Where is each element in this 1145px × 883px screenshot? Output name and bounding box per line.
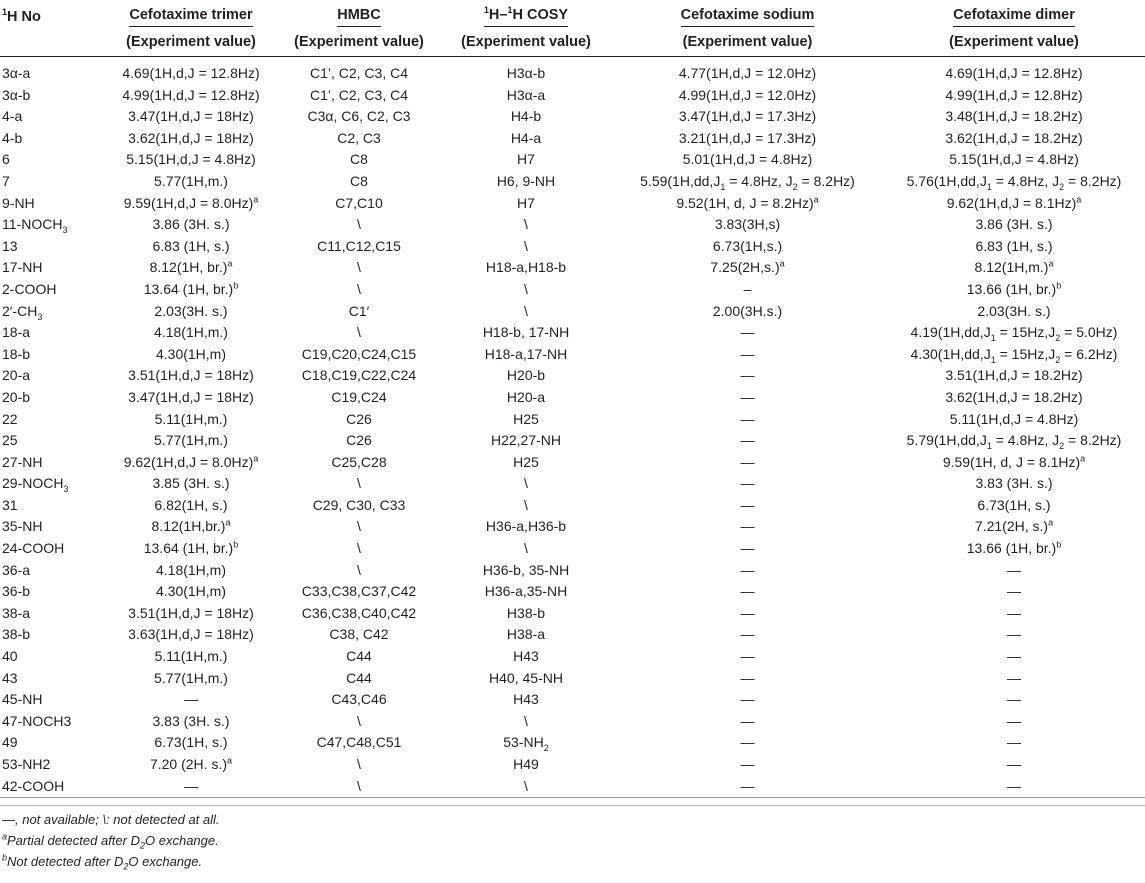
cell-trimer: —	[184, 691, 198, 708]
table-row	[0, 430, 1145, 452]
cell-h-no: 35-NH	[2, 518, 43, 535]
cell-dimer: 3.62(1H,d,J = 18.2Hz)	[945, 388, 1083, 405]
cell-h-no: 20-b	[2, 388, 31, 405]
cell-sodium: —	[740, 626, 755, 643]
table-row	[0, 193, 1145, 215]
cell-h-no: $2'-CH_3$	[2, 302, 43, 322]
header-h-no: $^1$H No	[2, 7, 41, 25]
cell-hmbc: C38, C42	[329, 626, 389, 643]
cell-trimer: 3.85 (3H. s.)	[152, 475, 230, 492]
rule-cell	[278, 797, 440, 798]
cell-cosy: H38-b	[506, 604, 546, 621]
header-sub-sodium: (Experiment value)	[612, 28, 883, 57]
cell-hmbc: \	[357, 259, 361, 276]
cell-trimer: 5.77(1H,m.)	[154, 669, 228, 686]
cell-hmbc: C44	[346, 648, 372, 665]
cell-cosy: \	[524, 540, 528, 557]
cell-dimer: —	[1007, 691, 1021, 708]
table-row	[0, 149, 1145, 171]
cell-dimer: 3.51(1H,d,J = 18.2Hz)	[945, 367, 1083, 384]
cell-dimer: —	[1007, 712, 1021, 729]
cell-trimer: 3.47(1H,d,J = 18Hz)	[128, 388, 254, 405]
cell-h-no: 7	[2, 172, 10, 189]
cell-dimer: 6.73(1H, s.)	[977, 496, 1051, 513]
header-trimer: Cefotaxime trimer	[104, 0, 278, 28]
cell-dimer: —	[1007, 583, 1021, 600]
header-cosy: $^1$H–$^1$H COSY	[440, 0, 612, 28]
cell-sodium: $5.59(1H,dd,J_1 = 4.8Hz$, $J_2 = 8.2Hz$)	[640, 172, 855, 192]
cell-cosy: \	[524, 475, 528, 492]
cell-cosy: H49	[513, 756, 539, 772]
table-row	[0, 85, 1145, 107]
footnote-a: $^a$Partial detected after $D_2O$ exchange.	[2, 831, 219, 851]
table-row	[0, 387, 1145, 409]
cell-sodium: $7.25(2H,s.)^a$	[710, 258, 785, 276]
cell-sodium: 6.73(1H,s.)	[712, 237, 783, 254]
table-row	[0, 560, 1145, 582]
cell-hmbc: \	[357, 475, 361, 492]
cell-hmbc: \	[357, 518, 361, 535]
cell-cosy: H18-a,H18-b	[485, 259, 567, 276]
cell-hmbc: C44	[346, 669, 372, 686]
cell-cosy: H4-a	[510, 129, 542, 146]
cell-dimer: 4.99(1H,d,J = 12.8Hz)	[945, 86, 1083, 103]
cell-h-no: $11-NOCH_3$	[2, 216, 68, 235]
cell-h-no: 4-b	[2, 129, 23, 146]
cell-cosy: H7	[517, 194, 535, 211]
cell-cosy: \	[524, 712, 528, 729]
cell-hmbc: C29, C30, C33	[312, 496, 406, 513]
cell-cosy: \	[524, 496, 528, 513]
cell-h-no: 38-b	[2, 626, 31, 643]
cell-cosy: H4-b	[510, 108, 542, 125]
cell-trimer: 7.20 (2H. s.)$^a$	[149, 755, 233, 772]
cell-trimer: 4.18(1H,m)	[155, 561, 227, 578]
cell-sodium: 5.01(1H,d,J = 4.8Hz)	[682, 151, 813, 168]
cell-trimer: 3.51(1H,d,J = 18Hz)	[128, 367, 254, 384]
cell-hmbc: C43,C46	[331, 691, 387, 708]
cell-hmbc: C1’, C2, C3, C4	[309, 65, 409, 81]
cell-dimer: 3.83 (3H. s.)	[975, 475, 1053, 492]
cell-cosy: H25	[513, 453, 539, 470]
header-hmbc: HMBC	[278, 0, 440, 28]
cell-hmbc: C26	[346, 410, 372, 427]
cell-cosy: H18-a,17-NH	[484, 345, 568, 362]
cell-sodium: 9.52(1H, d, J = 8.2Hz)$^a$	[676, 193, 819, 211]
cell-cosy: $53-NH_2$	[503, 734, 549, 754]
cell-hmbc: \	[357, 540, 361, 557]
header-sub-empty	[0, 28, 104, 57]
cell-cosy: \	[524, 302, 528, 319]
cell-sodium: 3.21(1H,d,J = 17.3Hz)	[678, 129, 817, 146]
cell-trimer: 9.62(1H,d,J = 8.0Hz)$^a$	[123, 453, 259, 470]
cell-dimer: —	[1007, 756, 1021, 772]
cell-h-no: 45-NH	[2, 691, 43, 708]
cell-h-no: 43	[2, 669, 18, 686]
cell-sodium: –	[743, 280, 752, 297]
header-sub-cosy: (Experiment value)	[440, 28, 612, 57]
table-row	[0, 689, 1145, 711]
table-row	[0, 171, 1145, 193]
cell-hmbc: C19,C24	[331, 388, 387, 405]
cell-sodium: 2.00(3H.s.)	[712, 302, 783, 319]
cell-h-no: 25	[2, 432, 18, 449]
cell-hmbc: C26	[346, 432, 372, 449]
cell-h-no: 27-NH	[2, 453, 43, 470]
cell-cosy: H3α-b	[506, 65, 546, 81]
cell-dimer: $5.76(1H,dd,J_1 = 4.8Hz$, $J_2 = 8.2Hz$)	[906, 172, 1122, 192]
rule-cell	[440, 797, 612, 798]
table-row	[0, 538, 1145, 560]
table-row	[0, 409, 1145, 431]
cell-hmbc: C8	[350, 151, 368, 168]
cell-dimer: $4.30(1H,dd,J_1 = 15Hz,J_2 = 6.2Hz)$	[910, 345, 1118, 365]
cell-h-no: 22	[2, 410, 18, 427]
cell-hmbc: C8	[350, 172, 368, 189]
cell-dimer: 9.62(1H,d,J = 8.1Hz)$^a$	[946, 193, 1082, 211]
cell-sodium: —	[740, 496, 755, 513]
cell-sodium: —	[740, 410, 755, 427]
cell-h-no: 3α-a	[2, 65, 31, 81]
table-row	[0, 344, 1145, 366]
cell-cosy: H25	[513, 410, 539, 427]
cell-dimer: 7.21(2H, s.)$^a$	[974, 517, 1054, 535]
table-row	[0, 106, 1145, 128]
table-row	[0, 624, 1145, 646]
cell-trimer: 3.47(1H,d,J = 18Hz)	[128, 108, 254, 125]
cell-dimer: $8.12(1H,m.)^a$	[974, 258, 1054, 276]
cell-cosy: \	[524, 216, 528, 233]
cell-h-no: 13	[2, 237, 18, 254]
cell-trimer: $8.12(1H,br.)^a$	[151, 517, 231, 535]
cell-h-no: 20-a	[2, 367, 31, 384]
cell-sodium: 3.83(3H,s)	[714, 216, 781, 233]
cell-dimer: 2.03(3H. s.)	[977, 302, 1051, 319]
table-row	[0, 732, 1145, 754]
table-row	[0, 257, 1145, 279]
footnote-b-text: Not detected after $D_2O$ exchange.	[7, 854, 203, 872]
cell-h-no: 36-a	[2, 561, 31, 578]
cell-hmbc: C19,C20,C24,C15	[301, 345, 417, 362]
cell-dimer: 13.66 (1H, br.)$^b$	[966, 539, 1062, 557]
cell-cosy: H3α-a	[506, 86, 546, 103]
cell-trimer: 5.77(1H,m.)	[154, 432, 228, 449]
cell-trimer: 3.62(1H,d,J = 18Hz)	[128, 129, 254, 146]
cell-hmbc: \	[357, 561, 361, 578]
cell-trimer: 8.12(1H, br.)$^a$	[149, 258, 233, 276]
table-bottom-rule	[0, 797, 1145, 798]
cell-h-no: 6	[2, 151, 10, 168]
cell-trimer: 5.77(1H,m.)	[154, 172, 228, 189]
table-row	[0, 279, 1145, 301]
cell-h-no: 49	[2, 734, 18, 751]
cell-cosy: H36-b, 35-NH	[482, 561, 570, 578]
cell-hmbc: \	[357, 216, 361, 233]
cell-trimer: 13.64 (1H, br.)$^b$	[143, 280, 239, 297]
cell-dimer: —	[1007, 648, 1021, 665]
footnote-b: $^b$Not detected after $D_2O$ exchange.	[2, 852, 203, 872]
cell-hmbc: C2, C3	[337, 129, 381, 146]
cell-dimer: 3.48(1H,d,J = 18.2Hz)	[945, 108, 1083, 125]
header-sub-trimer: (Experiment value)	[104, 28, 278, 57]
footnote-a-text: Partial detected after $D_2O$ exchange.	[7, 833, 219, 851]
cell-h-no: 38-a	[2, 604, 31, 621]
cell-trimer: 4.99(1H,d,J = 12.8Hz)	[122, 86, 260, 103]
rule-cell	[104, 797, 278, 798]
cell-h-no: 17-NH	[2, 259, 43, 276]
cell-cosy: H20-b	[506, 367, 546, 384]
cell-h-no: $29-NOCH_3$	[2, 475, 69, 495]
cell-trimer: 5.11(1H,m.)	[154, 410, 228, 427]
cell-trimer: 6.83 (1H, s.)	[152, 237, 230, 254]
cell-trimer: 3.83 (3H. s.)	[152, 712, 230, 729]
cell-cosy: H43	[513, 691, 539, 708]
cell-h-no: 53-NH2	[2, 756, 51, 772]
table-row	[0, 603, 1145, 625]
cell-cosy: H38-a	[506, 626, 546, 643]
cell-h-no: 36-b	[2, 583, 31, 600]
table-row	[0, 668, 1145, 690]
cell-dimer: —	[1007, 734, 1021, 751]
cell-sodium: —	[740, 345, 755, 362]
cell-sodium: —	[740, 324, 755, 341]
cell-h-no: 47-NOCH3	[2, 712, 72, 729]
cell-dimer: $4.19(1H,dd,J_1 = 15Hz,J_2 = 5.0Hz)$	[910, 324, 1118, 343]
cell-hmbc: C7,C10	[335, 194, 383, 211]
cell-trimer: 3.63(1H,d,J = 18Hz)	[128, 626, 254, 643]
cell-cosy: H36-a,35-NH	[484, 583, 568, 600]
cell-sodium: —	[740, 388, 755, 405]
cell-hmbc: C33,C38,C37,C42	[301, 583, 417, 600]
cell-dimer: —	[1007, 626, 1021, 643]
cell-hmbc: \	[357, 756, 361, 772]
cell-hmbc: C18,C19,C22,C24	[301, 367, 417, 384]
cell-dimer: 6.83 (1H, s.)	[975, 237, 1053, 254]
cell-hmbc: C3α, C6, C2, C3	[307, 108, 411, 125]
table-row	[0, 646, 1145, 668]
table-row	[0, 365, 1145, 387]
cell-cosy: H18-b, 17-NH	[482, 324, 570, 341]
cell-dimer: —	[1007, 561, 1021, 578]
table-row	[0, 711, 1145, 733]
cell-h-no: 40	[2, 648, 18, 665]
rule-cell	[612, 797, 883, 798]
cell-dimer: 5.15(1H,d,J = 4.8Hz)	[949, 151, 1079, 168]
cell-hmbc: C36,C38,C40,C42	[301, 604, 417, 621]
cell-sodium: —	[740, 583, 755, 600]
cell-trimer: 5.15(1H,d,J = 4.8Hz)	[126, 151, 256, 168]
cell-sodium: —	[740, 518, 755, 535]
cell-trimer: 4.30(1H,m)	[155, 583, 227, 600]
cell-h-no: 24-COOH	[2, 540, 65, 557]
cell-dimer: 13.66 (1H, br.)$^b$	[966, 280, 1062, 297]
cell-sodium: —	[740, 432, 755, 449]
table-row	[0, 495, 1145, 517]
cell-hmbc: \	[357, 777, 361, 794]
header-dimer: Cefotaxime dimer	[883, 0, 1145, 28]
header-sub-hmbc: (Experiment value)	[278, 28, 440, 57]
cell-trimer: 3.51(1H,d,J = 18Hz)	[128, 604, 254, 621]
cell-trimer: 5.11(1H,m.)	[154, 648, 228, 665]
table-row	[0, 128, 1145, 150]
table-row	[0, 516, 1145, 538]
rule-cell	[883, 797, 1145, 798]
table-row	[0, 754, 1145, 776]
cell-dimer: 4.69(1H,d,J = 12.8Hz)	[945, 65, 1083, 81]
table-body	[0, 57, 1145, 798]
cell-dimer: —	[1007, 604, 1021, 621]
cell-sodium: 4.77(1H,d,J = 12.0Hz)	[678, 65, 817, 81]
cell-sodium: —	[740, 777, 755, 794]
cell-sodium: —	[740, 756, 755, 772]
cell-cosy: H43	[513, 648, 539, 665]
cell-trimer: —	[184, 777, 198, 794]
cell-hmbc: C1′	[348, 302, 370, 319]
header-sodium: Cefotaxime sodium	[612, 0, 883, 28]
cell-sodium: —	[740, 540, 755, 557]
cell-sodium: —	[740, 475, 755, 492]
cell-dimer: —	[1007, 777, 1021, 794]
cell-sodium: —	[740, 734, 755, 751]
cell-hmbc: \	[357, 712, 361, 729]
header-sub-dimer: (Experiment value)	[883, 28, 1145, 57]
table-row	[0, 301, 1145, 323]
cell-h-no: 18-b	[2, 345, 31, 362]
table-row	[0, 452, 1145, 474]
cell-sodium: —	[740, 648, 755, 665]
cell-cosy: H36-a,H36-b	[485, 518, 567, 535]
footnote-legend: —, not available; \: not detected at all.	[2, 812, 220, 828]
cell-cosy: H22,27-NH	[490, 432, 562, 449]
cell-dimer: 3.86 (3H. s.)	[975, 216, 1053, 233]
cell-sodium: —	[740, 691, 755, 708]
table-row	[0, 473, 1145, 495]
cell-h-no: 31	[2, 496, 18, 513]
cell-trimer: 4.69(1H,d,J = 12.8Hz)	[122, 65, 260, 81]
cell-h-no: 9-NH	[2, 194, 35, 211]
cell-hmbc: C25,C28	[331, 453, 387, 470]
cell-cosy: \	[524, 777, 528, 794]
cell-sodium: 3.47(1H,d,J = 17.3Hz)	[678, 108, 817, 125]
footnotes	[0, 805, 1145, 872]
cell-h-no: 18-a	[2, 324, 31, 341]
table-row	[0, 581, 1145, 603]
cell-h-no: 3α-b	[2, 86, 31, 103]
cell-hmbc: \	[357, 324, 361, 341]
cell-sodium: —	[740, 561, 755, 578]
table-row	[0, 57, 1145, 85]
cell-cosy: H20-a	[506, 388, 546, 405]
cell-sodium: 4.99(1H,d,J = 12.0Hz)	[678, 86, 817, 103]
cell-cosy: H7	[517, 151, 535, 168]
cell-cosy: \	[524, 237, 528, 254]
cell-trimer: 4.30(1H,m)	[155, 345, 227, 362]
cell-sodium: —	[740, 367, 755, 384]
cell-h-no: 42-COOH	[2, 777, 65, 794]
cell-dimer: $5.79(1H,dd,J_1 = 4.8Hz$, $J_2 = 8.2Hz$)	[906, 432, 1122, 451]
cell-hmbc: C47,C48,C51	[316, 734, 402, 751]
cell-hmbc: C1’, C2, C3, C4	[309, 86, 409, 103]
cell-dimer: 3.62(1H,d,J = 18.2Hz)	[945, 129, 1083, 146]
cell-trimer: 2.03(3H. s.)	[154, 302, 228, 319]
cell-dimer: 5.11(1H,d,J = 4.8Hz)	[949, 410, 1079, 427]
cell-sodium: —	[740, 712, 755, 729]
cell-trimer: 6.82(1H, s.)	[154, 496, 228, 513]
cell-cosy: H6, 9-NH	[496, 172, 556, 189]
table-row	[0, 776, 1145, 798]
cell-trimer: 13.64 (1H, br.)$^b$	[143, 539, 239, 557]
cell-dimer: 9.59(1H, d, J = 8.1Hz)$^a$	[942, 453, 1086, 470]
cell-sodium: —	[740, 453, 755, 470]
rule-cell	[0, 797, 104, 798]
cell-hmbc: C11,C12,C15	[317, 237, 401, 254]
cell-hmbc: \	[357, 280, 361, 297]
cell-sodium: —	[740, 669, 755, 686]
cell-h-no: 2-COOH	[2, 280, 57, 297]
cell-trimer: 6.73(1H, s.)	[154, 734, 228, 751]
cell-cosy: H40, 45-NH	[489, 669, 563, 686]
cell-dimer: —	[1007, 669, 1021, 686]
cell-cosy: \	[524, 280, 528, 297]
table-row	[0, 236, 1145, 258]
table-row	[0, 214, 1145, 236]
cell-sodium: —	[740, 604, 755, 621]
cell-trimer: 4.18(1H,m.)	[154, 324, 228, 341]
cell-h-no: 4-a	[2, 108, 23, 125]
cell-trimer: 9.59(1H,d,J = 8.0Hz)$^a$	[123, 193, 259, 211]
cell-trimer: 3.86 (3H. s.)	[152, 216, 230, 233]
table-row	[0, 322, 1145, 344]
